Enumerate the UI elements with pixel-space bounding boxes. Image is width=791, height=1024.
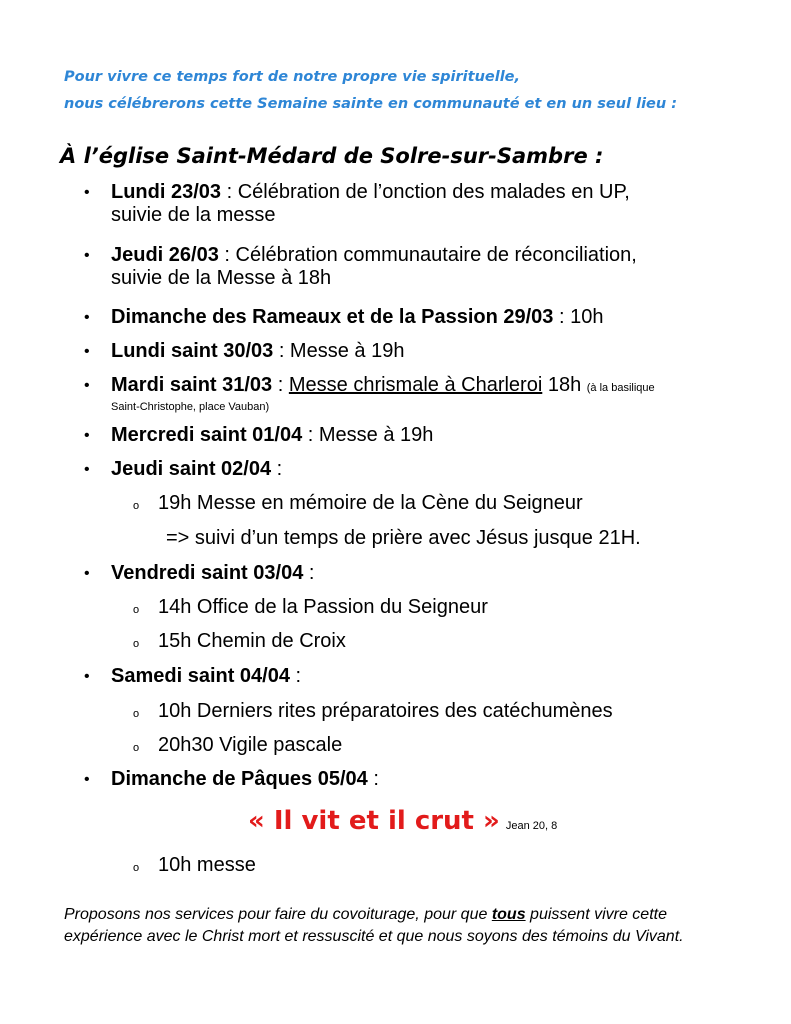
intro-line-1: Pour vivre ce temps fort de notre propre vie spirituelle, xyxy=(64,69,521,85)
item-separator: : xyxy=(272,374,289,396)
sub-item-samedi-2 xyxy=(133,734,343,757)
item-text: : Messe à 19h xyxy=(273,340,405,362)
item-date: Mardi saint 31/03 xyxy=(111,374,273,396)
footer-before: Proposons nos services pour faire du covoiturage, pour que xyxy=(64,906,492,923)
list-item-mardi-saint xyxy=(84,374,771,423)
sub-item-text: 20h30 Vigile pascale xyxy=(158,734,343,756)
sub-item-paques-1 xyxy=(133,854,256,877)
item-text: : Messe à 19h xyxy=(302,424,434,446)
item-continuation: suivie de la messe xyxy=(111,204,276,226)
item-text: : xyxy=(303,562,315,584)
quote-text: « Il vit et il crut » xyxy=(248,806,500,836)
item-date: Jeudi 26/03 xyxy=(111,244,219,266)
item-text: : Célébration communautaire de réconciliation, xyxy=(218,244,637,266)
sub-bullet-icon: o xyxy=(133,638,140,650)
intro-text xyxy=(64,64,764,118)
item-date: Lundi saint 30/03 xyxy=(111,340,274,362)
item-note-continuation: Saint-Christophe, place Vauban) xyxy=(111,401,270,413)
list-item-samedi-saint xyxy=(84,665,771,688)
bullet-icon: • xyxy=(84,247,90,264)
item-text: : xyxy=(367,768,379,790)
list-item-vendredi-saint xyxy=(84,562,771,585)
bullet-icon: • xyxy=(84,184,90,201)
list-item-lundi-saint xyxy=(84,340,771,363)
sub-bullet-icon: o xyxy=(133,500,140,512)
item-date: Dimanche des Rameaux et de la Passion 29/03 xyxy=(111,306,554,328)
bullet-icon: • xyxy=(84,427,90,444)
bullet-icon: • xyxy=(84,565,90,582)
item-text: 18h xyxy=(542,374,587,396)
sub-item-text: => suivi d’un temps de prière avec Jésus jusque 21H. xyxy=(166,527,641,549)
list-item-paques xyxy=(84,768,771,791)
bullet-icon: • xyxy=(84,771,90,788)
item-date: Jeudi saint 02/04 xyxy=(111,458,272,480)
bullet-icon: • xyxy=(84,668,90,685)
bullet-icon: • xyxy=(84,461,90,478)
item-date: Mercredi saint 01/04 xyxy=(111,424,303,446)
list-item-jeudi-26 xyxy=(84,244,771,290)
list-item-rameaux xyxy=(84,306,771,329)
sub-item-samedi-1 xyxy=(133,700,613,723)
sub-item-jeudi-1 xyxy=(133,492,583,515)
list-item-lundi-23 xyxy=(84,181,771,227)
item-text: : xyxy=(289,665,302,687)
item-note: (à la basilique xyxy=(586,382,655,394)
sub-item-text: 15h Chemin de Croix xyxy=(158,630,346,652)
item-date: Dimanche de Pâques 05/04 xyxy=(111,768,368,790)
sub-item-text: 19h Messe en mémoire de la Cène du Seigneur xyxy=(158,492,583,514)
item-date: Vendredi saint 03/04 xyxy=(111,562,304,584)
quote-reference: Jean 20, 8 xyxy=(505,820,558,832)
footer-text xyxy=(64,904,724,948)
sub-item-vendredi-1 xyxy=(133,596,488,619)
bullet-icon: • xyxy=(84,343,90,360)
item-text: : Célébration de l’onction des malades en UP, xyxy=(221,181,630,203)
chrism-mass-link[interactable]: Messe chrismale à Charleroi xyxy=(288,374,543,396)
sub-item-vendredi-2 xyxy=(133,630,346,653)
item-text: : 10h xyxy=(553,306,604,328)
item-text: : xyxy=(271,458,283,480)
intro-line-2: nous célébrerons cette Semaine sainte en communauté et en un seul lieu : xyxy=(64,96,678,112)
sub-item-jeudi-cont xyxy=(166,527,641,550)
sub-item-text: 10h Derniers rites préparatoires des catéchumènes xyxy=(158,700,613,722)
page-heading: À l’église Saint-Médard de Solre-sur-Sambre : xyxy=(60,144,604,168)
sub-bullet-icon: o xyxy=(133,862,140,874)
sub-bullet-icon: o xyxy=(133,604,140,616)
list-item-jeudi-saint xyxy=(84,458,771,481)
sub-item-text: 10h messe xyxy=(158,854,256,876)
item-continuation: suivie de la Messe à 18h xyxy=(111,267,332,289)
sub-bullet-icon: o xyxy=(133,742,140,754)
sub-bullet-icon: o xyxy=(133,708,140,720)
bullet-icon: • xyxy=(84,309,90,326)
footer-emphasis: tous xyxy=(491,906,526,923)
bullet-icon: • xyxy=(84,377,90,394)
footer-after: puissent vivre cette expérience avec le Christ mort et ressuscité et que nous soyons des témoins du Vivant. xyxy=(64,906,684,945)
sub-item-text: 14h Office de la Passion du Seigneur xyxy=(158,596,488,618)
list-item-mercredi-saint xyxy=(84,424,771,447)
item-date: Lundi 23/03 xyxy=(111,181,222,203)
easter-quote xyxy=(248,806,557,836)
item-date: Samedi saint 04/04 xyxy=(111,665,290,687)
